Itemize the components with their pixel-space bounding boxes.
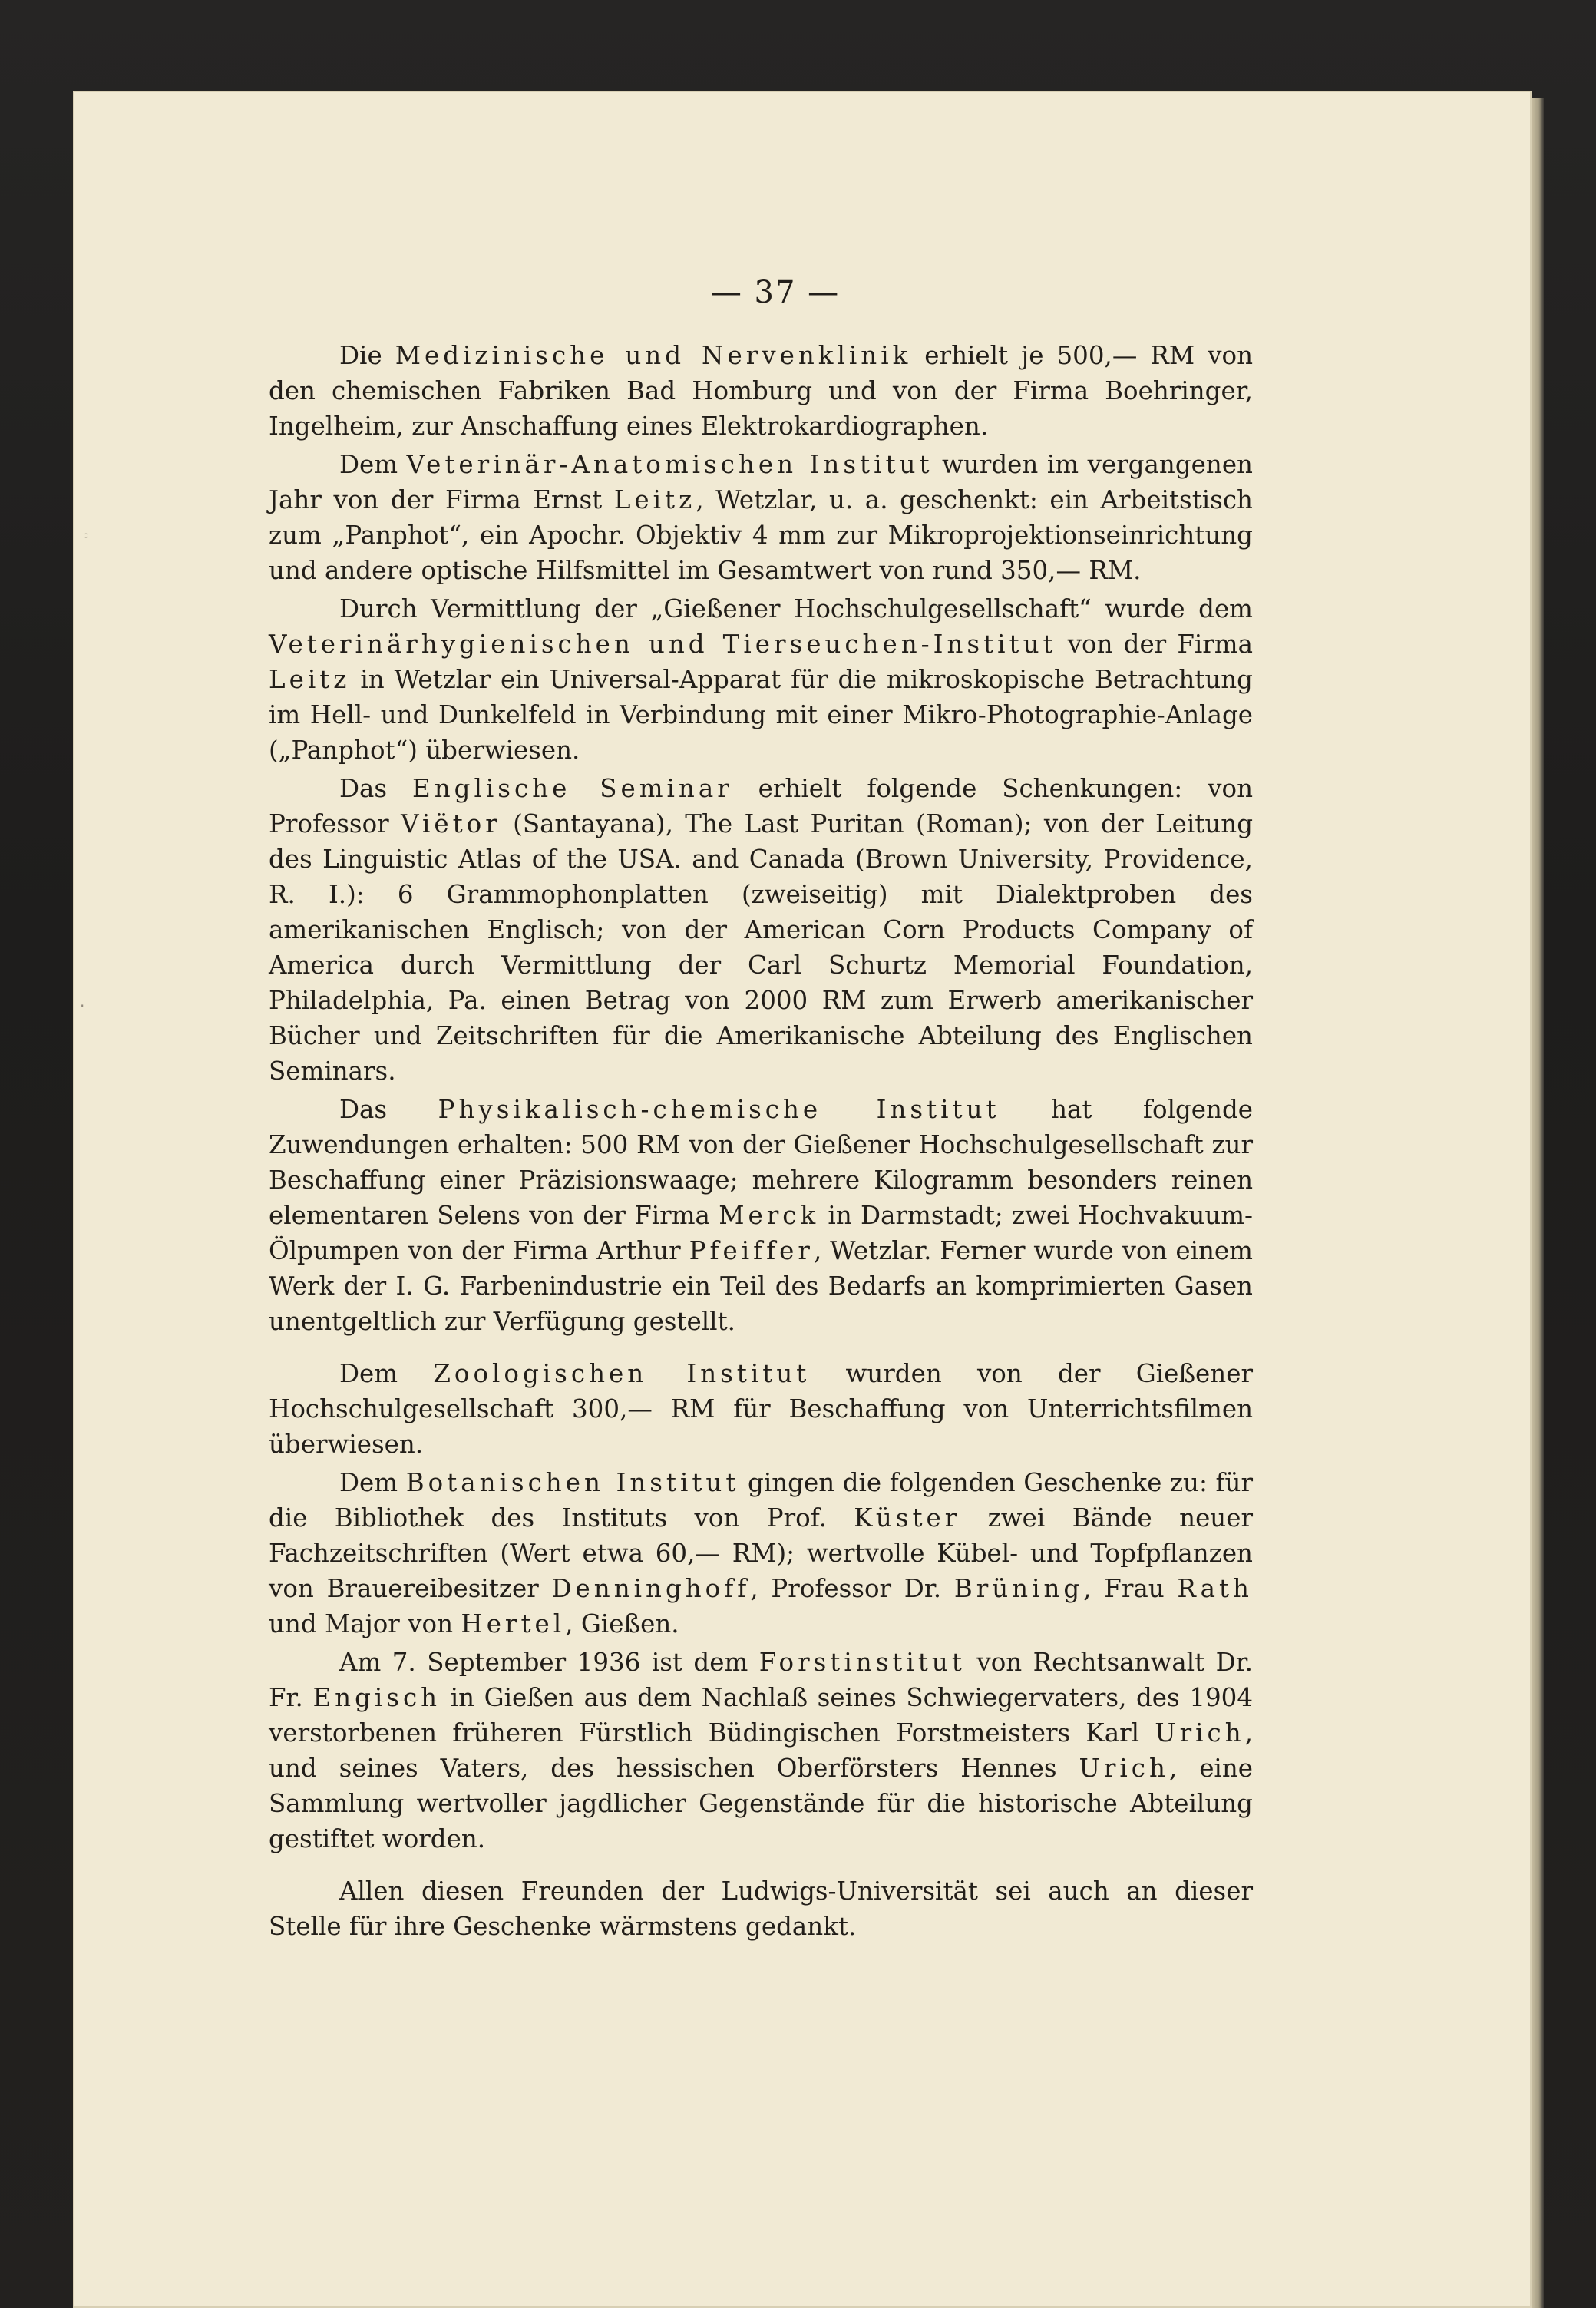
text-run: , und seines Vaters, des hessischen Oberförsters Hennes [269,1718,1253,1783]
text-run: in Wetzlar ein Universal-Apparat für die mikroskopische Betrachtung im Hell- und Dunkelfeld in Verbindung mit einer Mikro-Photographie-Anlage („Panphot“) überwiesen. [269,665,1253,765]
text-run: Allen diesen Freunden der Ludwigs-Universität sei auch an dieser Stelle für ihre Geschenke wärmstens gedankt. [269,1876,1253,1941]
text-run: Das [339,1095,438,1124]
spaced-emphasis: Physikalisch-chemische Institut [438,1095,1000,1124]
spaced-emphasis: Viëtor [401,809,501,838]
spaced-emphasis: Urich [1079,1754,1169,1783]
paragraph [269,447,1253,588]
spaced-emphasis: Forstinstitut [758,1648,966,1677]
spaced-emphasis: Urich [1155,1718,1245,1748]
spaced-emphasis: Zoologischen Institut [433,1359,811,1388]
text-run: Das [339,774,413,803]
text-run: , Wetzlar, u. a. geschenkt: ein Arbeitstisch zum „Panphot“, ein Apochr. Objektiv 4 mm zur Mikroprojektionseinrichtung und andere optische Hilfsmittel im Gesamtwert von rund 350,— RM. [269,485,1253,585]
text-run: wurden von der Gießener Hochschulgesellschaft 300,— RM für Beschaffung von Unterrichtsfilmen überwiesen. [269,1359,1253,1459]
spaced-emphasis: Hertel [461,1609,566,1638]
paragraph [269,591,1253,768]
text-run: Dem [339,1359,434,1388]
paragraph [269,1356,1253,1462]
spaced-emphasis: Rath [1177,1574,1253,1603]
page-edge [1532,98,1544,2308]
spaced-emphasis: Leitz [269,665,351,694]
text-run: erhielt je 500,— RM von den chemischen Fabriken Bad Homburg und von der Firma Boehringer, Ingelheim, zur Anschaffung eines Elektrokardiographen. [269,341,1253,441]
text-run: Durch Vermittlung der „Gießener Hochschulgesellschaft“ wurde dem [339,594,1253,623]
spaced-emphasis: Botanischen Institut [405,1468,740,1497]
spaced-emphasis: Merck [719,1201,820,1230]
text-run: , Professor Dr. [750,1574,954,1603]
text-run: , eine Sammlung wertvoller jagdlicher Gegenstände für die historische Abteilung gestiftet worden. [269,1754,1253,1853]
text-run: von Rechtsanwalt Dr. Fr. [269,1648,1253,1712]
spaced-emphasis: Leitz [613,485,696,514]
paragraph [269,1645,1253,1857]
spaced-emphasis: Veterinärhygienischen und Tierseuchen-Institut [269,630,1057,659]
spaced-emphasis: Veterinär-Anatomischen Institut [406,450,933,479]
text-run: , Frau [1083,1574,1178,1603]
spaced-emphasis: Engisch [312,1683,441,1712]
text-run: Dem [339,450,407,479]
text-run: erhielt folgende Schenkungen: von Professor [269,774,1254,838]
body-text [269,338,1253,1947]
text-run: Die [339,341,395,370]
spaced-emphasis: Medizinische und Nervenklinik [395,341,912,370]
paragraph [269,1873,1253,1944]
text-run: und Major von [269,1609,461,1638]
paragraph [269,338,1253,444]
text-run: (Santayana), The Last Puritan (Roman); von der Leitung des Linguistic Atlas of the USA. and Canada (Brown University, Providence, R. I.): 6 Grammophonplatten (zweiseitig) mit Dialektproben des amerikanischen Englisch; von der American Corn Products Company of America durch Vermittlung der Carl Schurtz Memorial Foundation, Philadelphia, Pa. einen Betrag von 2000 RM zum Erwerb amerikanischer Bücher und Zeitschriften für die Amerikanische Abteilung des Englischen Seminars. [269,809,1253,1086]
text-run: hat folgende Zuwendungen erhalten: 500 RM von der Gießener Hochschulgesellschaft zur Beschaffung einer Präzisionswaage; mehrere Kilogramm besonders reinen elementaren Selens von der Firma [269,1095,1253,1230]
paragraph [269,1092,1253,1339]
spaced-emphasis: Küster [854,1503,961,1533]
paragraph [269,771,1253,1089]
margin-speck: ◦ [81,527,91,545]
spaced-emphasis: Denninghoff [551,1574,751,1603]
text-run: wurden im vergangenen Jahr von der Firma Ernst [269,450,1253,514]
text-run: zwei Bände neuer Fachzeitschriften (Wert etwa 60,— RM); wertvolle Kübel- und Topfpflanzen von Brauereibesitzer [269,1503,1254,1603]
text-run: gingen die folgenden Geschenke zu: für die Bibliothek des Instituts von Prof. [269,1468,1253,1533]
text-run: , Wetzlar. Ferner wurde von einem Werk der I. G. Farbenindustrie ein Teil des Bedarfs an komprimierten Gasen unentgeltlich zur Verfügung gestellt. [269,1236,1253,1336]
text-run: in Gießen aus dem Nachlaß seines Schwiegervaters, des 1904 verstorbenen früheren Fürstlich Büdingischen Forstmeisters Karl [269,1683,1253,1748]
text-run: , Gießen. [565,1609,679,1638]
spaced-emphasis: Englische Seminar [412,774,733,803]
spaced-emphasis: Brüning [953,1574,1084,1603]
text-run: in Darmstadt; zwei Hochvakuum-Ölpumpen von der Firma Arthur [269,1201,1253,1265]
page-number: — 37 — [710,275,841,310]
margin-speck: · [80,997,85,1015]
text-run: Dem [339,1468,406,1497]
text-run: von der Firma [1056,630,1253,659]
text-run: Am 7. September 1936 ist dem [339,1648,759,1677]
paragraph [269,1465,1253,1642]
spaced-emphasis: Pfeiffer [689,1236,814,1265]
